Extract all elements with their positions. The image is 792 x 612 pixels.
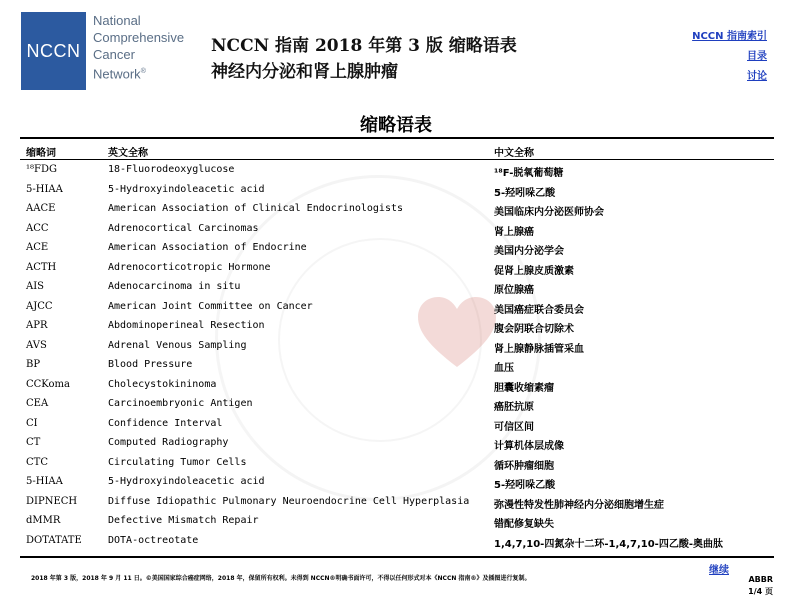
table-row <box>0 418 792 438</box>
abbreviation-cell: 5-HIAA <box>26 183 63 195</box>
abbreviation-cell: CI <box>26 417 38 429</box>
abbreviation-cell: ACE <box>26 242 49 253</box>
english-name-cell: Adrenocorticotropic Hormone <box>108 261 271 273</box>
table-row <box>0 515 792 535</box>
column-header-chinese: 中文全称 <box>494 148 534 159</box>
nccn-logo <box>21 12 184 90</box>
english-name-cell: Abdominoperineal Resection <box>108 320 265 331</box>
table-row <box>0 320 792 340</box>
chinese-name-cell: ¹⁸F-脱氧葡萄糖 <box>494 168 564 179</box>
chinese-name-cell: 弥漫性特发性肺神经内分泌细胞增生症 <box>494 499 664 511</box>
abbreviation-cell: AIS <box>26 281 45 292</box>
continue-link[interactable]: 继续 <box>709 565 729 576</box>
abbreviation-cell: ¹⁸FDG <box>26 164 57 175</box>
chinese-name-cell: 美国内分泌学会 <box>494 246 564 257</box>
chinese-name-cell: 胆囊收缩素瘤 <box>494 382 554 394</box>
chinese-name-cell: 计算机体层成像 <box>494 441 564 452</box>
chinese-name-cell: 循环肿瘤细胞 <box>494 460 554 472</box>
header-title-line1: NCCN 指南 2018 年第 3 版 缩略语表 <box>211 36 517 56</box>
abbreviation-cell: dMMR <box>26 515 61 526</box>
chinese-name-cell: 美国癌症联合委员会 <box>494 304 584 316</box>
english-name-cell: American Joint Committee on Cancer <box>108 300 313 312</box>
page-title: 缩略语表 <box>360 115 432 136</box>
table-row <box>0 496 792 516</box>
table-row <box>0 398 792 418</box>
column-header-english: 英文全称 <box>108 148 148 159</box>
logo-line: Network® <box>93 66 146 82</box>
abbreviation-cell: CTC <box>26 456 48 468</box>
english-name-cell: American Association of Endocrine <box>108 242 307 253</box>
abbreviation-cell: ACTH <box>26 261 57 273</box>
english-name-cell: Diffuse Idiopathic Pulmonary Neuroendocrine Cell Hyperplasia <box>108 495 470 507</box>
abbreviation-cell: AVS <box>26 339 47 351</box>
copyright-note: 2018 年第 3 版，2018 年 9 月 11 日。©美国国家综合癌症网络，2018 年，保留所有权利。未得到 NCCN®明确书面许可，不得以任何形式对本《NCCN 指南®》及插图进行复制。 <box>31 575 531 582</box>
chinese-name-cell: 5-羟吲哚乙酸 <box>494 187 556 199</box>
table-row <box>0 476 792 496</box>
chinese-name-cell: 可信区间 <box>494 421 534 433</box>
section-code: ABBR <box>748 575 773 584</box>
english-name-cell: Confidence Interval <box>108 417 223 429</box>
chinese-name-cell: 1,4,7,10-四氮杂十二环-1,4,7,10-四乙酸-奥曲肽 <box>494 538 723 550</box>
english-name-cell: Computed Radiography <box>108 437 229 448</box>
abbreviation-cell: DIPNECH <box>26 495 78 507</box>
logo-line: Cancer <box>93 47 135 62</box>
table-row <box>0 164 792 184</box>
chinese-name-cell: 错配修复缺失 <box>494 519 554 530</box>
logo-line: Comprehensive <box>93 30 185 45</box>
english-name-cell: Carcinoembryonic Antigen <box>108 398 253 409</box>
chinese-name-cell: 血压 <box>494 363 514 374</box>
abbreviation-cell: AACE <box>26 203 56 214</box>
abbreviation-cell: 5-HIAA <box>26 476 63 487</box>
table-of-contents-link[interactable]: 目录 <box>747 51 767 62</box>
page-number: 1/4 页 <box>748 587 773 596</box>
english-name-cell: Cholecystokininoma <box>108 378 217 390</box>
table-row <box>0 262 792 282</box>
chinese-name-cell: 肾上腺癌 <box>494 226 534 238</box>
english-name-cell: 5-Hydroxyindoleacetic acid <box>108 476 265 487</box>
english-name-cell: Blood Pressure <box>108 359 193 370</box>
table-row <box>0 184 792 204</box>
english-name-cell: Adrenocortical Carcinomas <box>108 222 259 234</box>
english-name-cell: Defective Mismatch Repair <box>108 515 259 526</box>
english-name-cell: 18-Fluorodeoxyglucose <box>108 164 235 175</box>
header-rule <box>20 159 774 160</box>
chinese-name-cell: 美国临床内分泌医师协会 <box>494 207 604 218</box>
table-row <box>0 203 792 223</box>
abbreviation-cell: CT <box>26 437 41 448</box>
abbreviation-cell: DOTATATE <box>26 534 82 546</box>
table-row <box>0 379 792 399</box>
abbreviation-cell: ACC <box>26 222 49 234</box>
header-title-line2: 神经内分泌和肾上腺肿瘤 <box>211 62 398 82</box>
english-name-cell: 5-Hydroxyindoleacetic acid <box>108 183 265 195</box>
abbreviation-cell: CEA <box>26 398 49 409</box>
english-name-cell: American Association of Clinical Endocrinologists <box>108 203 404 214</box>
english-name-cell: Adrenal Venous Sampling <box>108 339 247 351</box>
abbreviation-cell: CCKoma <box>26 378 70 390</box>
english-name-cell: Adenocarcinoma in situ <box>108 281 241 292</box>
abbreviation-cell: AJCC <box>26 300 53 312</box>
abbreviation-cell: APR <box>26 320 48 331</box>
page-indicator <box>748 574 773 598</box>
chinese-name-cell: 原位腺癌 <box>494 285 534 296</box>
chinese-name-cell: 促肾上腺皮质激素 <box>494 265 574 277</box>
chinese-name-cell: 5-羟吲哚乙酸 <box>494 480 556 491</box>
table-row <box>0 301 792 321</box>
english-name-cell: DOTA-octreotate <box>108 534 199 546</box>
table-top-rule <box>20 137 774 139</box>
logo-line: National <box>93 13 141 28</box>
table-row <box>0 535 792 555</box>
discussion-link[interactable]: 讨论 <box>747 71 767 82</box>
table-row <box>0 437 792 457</box>
table-bottom-rule <box>20 556 774 558</box>
table-row <box>0 457 792 477</box>
logo-wordmark <box>93 12 184 82</box>
chinese-name-cell: 肾上腺静脉插管采血 <box>494 343 584 355</box>
english-name-cell: Circulating Tumor Cells <box>108 456 247 468</box>
abbreviation-cell: BP <box>26 359 41 370</box>
column-header-abbr: 缩略词 <box>26 148 56 159</box>
logo-box: NCCN <box>21 12 86 90</box>
table-row <box>0 223 792 243</box>
table-row <box>0 242 792 262</box>
chinese-name-cell: 癌胚抗原 <box>494 402 534 413</box>
table-row <box>0 359 792 379</box>
table-row <box>0 281 792 301</box>
chinese-name-cell: 腹会阴联合切除术 <box>494 324 574 335</box>
top-nav-links <box>692 27 767 87</box>
table-row <box>0 340 792 360</box>
guidelines-index-link[interactable]: NCCN 指南索引 <box>692 31 767 42</box>
page-header-title <box>211 33 517 85</box>
